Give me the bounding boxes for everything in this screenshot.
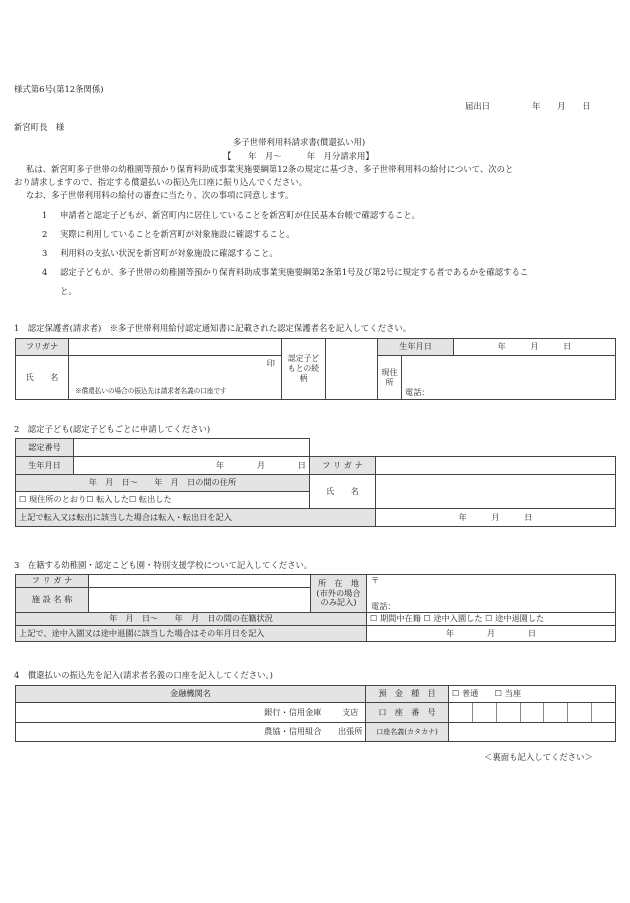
agreement-item-cont: と。	[60, 286, 77, 296]
branch-type-1: 支店	[336, 703, 366, 723]
intro-line-1: 私は、新宮町多子世帯の幼稚園等預かり保育料助成事業実施要綱第12条の規定に基づき、多子世帯利用料の給付について、次のと	[26, 164, 514, 174]
account-number-label: 口 座 番 号	[366, 703, 449, 723]
bank-name-label: 金融機関名	[16, 686, 366, 703]
intro-line-3: なお、多子世帯利用料の給付の審査に当たり、次の事項に同意します。	[26, 190, 294, 200]
transfer-date-input[interactable]: 年 月 日	[376, 509, 616, 527]
addressee: 新宮町長 様	[14, 122, 65, 132]
facility-furigana-input[interactable]	[89, 575, 311, 588]
enrollment-status-label: 年 月 日～ 年 月 日の間の在籍状況	[16, 613, 367, 626]
agreement-item: 2 実際に利用していることを新宮町が対象施設に確認すること。	[42, 229, 295, 239]
child-birth-input[interactable]: 年 月 日	[74, 457, 310, 475]
account-holder-input[interactable]	[449, 723, 616, 742]
guardian-furigana-input[interactable]	[69, 339, 282, 356]
mid-change-date-input[interactable]: 年 月 日	[367, 626, 616, 642]
child-period-address-label: 年 月 日～ 年 月 日の間の住所	[16, 475, 310, 492]
child-furigana-label: フ リ ガ ナ	[310, 457, 376, 475]
agreement-item: 3 利用料の支払い状況を新宮町が対象施設に確認すること。	[42, 248, 278, 258]
bank-type-1[interactable]: 銀行・信用金庫	[16, 703, 336, 723]
seal-mark: 印	[266, 358, 275, 368]
enrollment-status-options[interactable]: ☐ 期間中在籍 ☐ 途中入園した ☐ 途中退園した	[367, 613, 616, 626]
agreement-item: 4 認定子どもが、多子世帯の幼稚園等預かり保育料助成事業実施要綱第2条第1号及び第2号に規定する者であるかを確認するこ	[42, 267, 529, 277]
form-number: 様式第6号(第12条関係)	[14, 84, 104, 94]
back-side-note: ＜裏面も記入してください＞	[484, 752, 593, 762]
guardian-birth-input[interactable]: 年 月 日	[454, 339, 616, 356]
facility-furigana-label: フ リ ガ ナ	[16, 575, 89, 588]
location-title: 所 在 地	[318, 577, 359, 588]
relation-input[interactable]	[326, 339, 378, 400]
section2-heading: 2 認定子ども(認定子どもごとに申請してください)	[14, 424, 211, 434]
facility-phone-label: 電話：	[371, 600, 396, 611]
postal-mark: 〒	[371, 575, 380, 585]
guardian-furigana-label: フリガナ	[16, 339, 69, 356]
deposit-type-options[interactable]: ☐ 普通 ☐ 当座	[449, 686, 616, 703]
billing-period: 【 年 月～ 年 月分請求用】	[223, 151, 374, 161]
intro-line-2: おり請求しますので、指定する償還払いの振込先口座に振り込んでください。	[14, 177, 307, 187]
guardian-note: ※償還払いの場合の振込先は請求者名義の口座です	[75, 387, 227, 396]
facility-table	[15, 574, 616, 642]
form-title: 多子世帯利用料請求書(償還払い用)	[233, 137, 366, 147]
section1-heading: 1 認定保護者(請求者) ※多子世帯利用給付認定通知書に記載された認定保護者名を記入してください。	[14, 323, 412, 333]
guardian-table	[15, 338, 616, 400]
cert-no-input[interactable]	[74, 439, 310, 457]
child-name-input[interactable]	[376, 475, 616, 509]
account-number-input[interactable]	[449, 703, 616, 723]
guardian-phone-label: 電話：	[405, 386, 430, 397]
child-name-label: 氏 名	[310, 475, 376, 509]
guardian-birth-label: 生年月日	[378, 339, 454, 356]
section4-heading: 4 償還払いの振込先を記入(請求者名義の口座を記入してください。)	[14, 670, 273, 680]
section3-heading: 3 在籍する幼稚園・認定こども園・特別支援学校について記入してください。	[14, 560, 313, 570]
child-birth-label: 生年月日	[16, 457, 74, 475]
facility-location-input[interactable]	[367, 575, 616, 613]
relation-label: 認定子どもとの続柄	[282, 339, 326, 400]
account-holder-label: 口座名義(カタカナ)	[366, 723, 449, 742]
guardian-name-label: 氏 名	[16, 356, 69, 400]
location-note-1: (市外の場合	[316, 587, 361, 598]
deposit-type-label: 預 金 種 目	[366, 686, 449, 703]
transfer-note: 上記で転入又は転出に該当した場合は転入・転出日を記入	[16, 509, 376, 527]
location-note-2: のみ記入)	[320, 597, 357, 608]
agreement-item: 1 申請者と認定子どもが、新宮町内に居住していることを新宮町が住民基本台帳で確認すること。	[42, 210, 421, 220]
child-furigana-input[interactable]	[376, 457, 616, 475]
cert-no-label: 認定番号	[16, 439, 74, 457]
bank-type-2[interactable]: 農協・信用組合	[16, 723, 336, 742]
child-address-options[interactable]: ☐ 現住所のとおり☐ 転入した☐ 転出した	[16, 492, 310, 509]
mid-change-note: 上記で、途中入園又は途中退園に該当した場合はその年月日を記入	[16, 626, 367, 642]
submission-date: 届出日 年 月 日	[465, 101, 591, 111]
guardian-address-label: 現住所	[378, 356, 402, 400]
facility-name-input[interactable]	[89, 588, 311, 613]
bank-table	[15, 685, 616, 742]
guardian-address-input[interactable]	[402, 356, 616, 400]
branch-type-2: 出張所	[336, 723, 366, 742]
facility-location-label	[311, 575, 367, 613]
child-table	[15, 438, 616, 527]
facility-name-label: 施 設 名 称	[16, 588, 89, 613]
guardian-name-input[interactable]	[69, 356, 282, 400]
